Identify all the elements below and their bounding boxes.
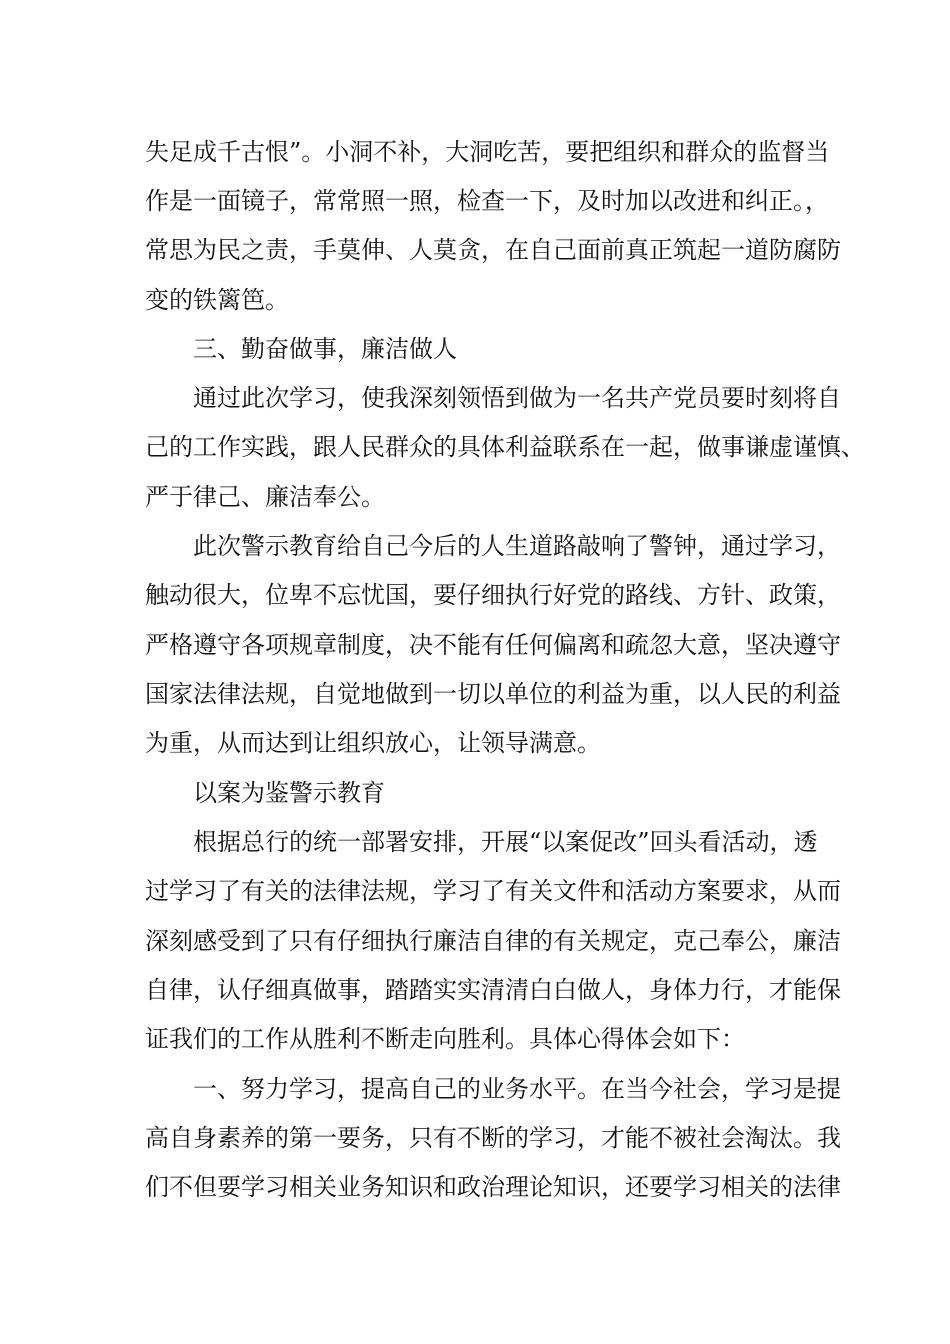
text-line-15: 根据总行的统一部署安排，开展“以案促改”回头看活动，透 <box>193 828 818 856</box>
text-line-17: 深刻感受到了只有仔细执行廉洁自律的有关规定，克己奉公，廉洁 <box>145 927 841 955</box>
section-heading-3: 三、勤奋做事，廉洁做人 <box>193 335 457 363</box>
text-line-7: 己的工作实践，跟人民群众的具体利益联系在一起，做事谦虚谨慎、 <box>145 433 865 461</box>
text-line-16: 过学习了有关的法律法规，学习了有关文件和活动方案要求，从而 <box>145 877 841 905</box>
text-line-1: 失足成千古恨”。小洞不补，大洞吃苦，要把组织和群众的监督当 <box>145 138 830 166</box>
text-line-13: 为重，从而达到让组织放心，让领导满意。 <box>145 729 601 757</box>
text-line-11: 严格遵守各项规章制度，决不能有任何偏离和疏忽大意，坚决遵守 <box>145 631 841 659</box>
text-line-21: 高自身素养的第一要务，只有不断的学习，才能不被社会淘汰。我 <box>145 1124 841 1152</box>
text-line-3: 常思为民之责，手莫伸、人莫贪，在自己面前真正筑起一道防腐防 <box>145 236 841 264</box>
text-line-22: 们不但要学习相关业务知识和政治理论知识，还要学习相关的法律 <box>145 1173 841 1201</box>
text-line-12: 国家法律法规，自觉地做到一切以单位的利益为重，以人民的利益 <box>145 680 841 708</box>
text-line-2: 作是一面镜子，常常照一照，检查一下，及时加以改进和纠正。， <box>145 187 829 215</box>
text-line-8: 严于律己、廉洁奉公。 <box>145 483 385 511</box>
text-line-19: 证我们的工作从胜利不断走向胜利。具体心得体会如下： <box>145 1025 745 1053</box>
section-title: 以案为鉴警示教育 <box>193 779 385 807</box>
text-line-18: 自律，认仔细真做事，踏踏实实清清白白做人，身体力行，才能保 <box>145 976 841 1004</box>
text-line-10: 触动很大，位卑不忘忧国，要仔细执行好党的路线、方针、政策， <box>145 581 841 609</box>
text-line-4: 变的铁篱笆。 <box>145 286 289 314</box>
text-line-20: 一、努力学习，提高自己的业务水平。在当今社会，学习是提 <box>193 1075 841 1103</box>
text-line-9: 此次警示教育给自己今后的人生道路敲响了警钟，通过学习， <box>193 532 841 560</box>
text-line-6: 通过此次学习，使我深刻领悟到做为一名共产党员要时刻将自 <box>193 384 841 412</box>
